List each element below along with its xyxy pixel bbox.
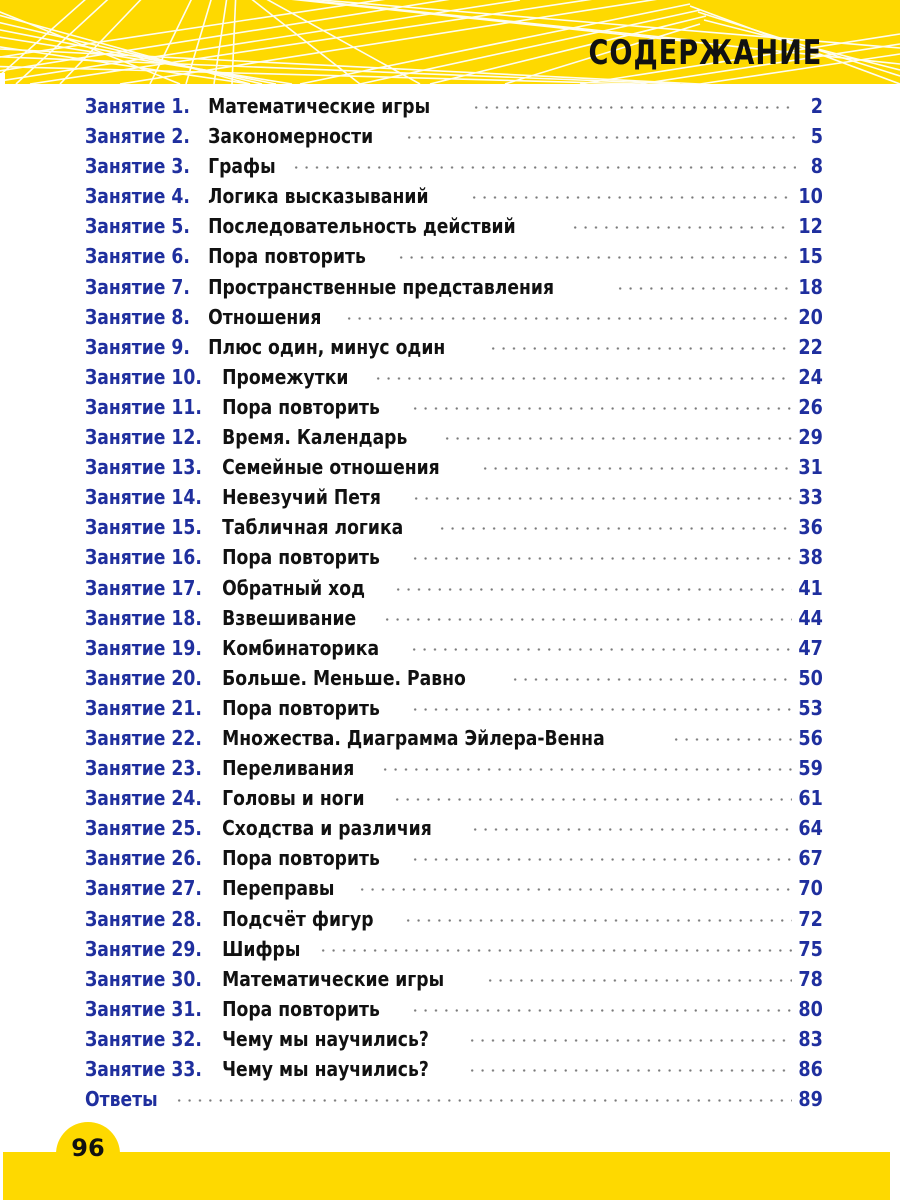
toc-entry[interactable]	[85, 1059, 823, 1089]
toc-dot-leader	[615, 278, 792, 294]
page-footer-banner	[3, 1152, 890, 1200]
toc-entry-page-number: 44	[798, 607, 823, 630]
toc-entry-page-number: 31	[798, 457, 823, 480]
toc-entry-title: Пора повторить	[221, 396, 380, 419]
toc-entry-page-number: 75	[798, 938, 823, 961]
toc-entry-page-number: 20	[798, 306, 823, 329]
toc-entry-page-number: 70	[798, 878, 823, 901]
toc-entry-lesson-label: Занятие 1.	[85, 96, 190, 118]
toc-entry-lesson-label: Занятие 25.	[85, 818, 202, 841]
toc-dot-leader	[470, 819, 792, 835]
toc-entry-title: Последовательность действий	[207, 216, 516, 239]
toc-entry-page-number: 78	[798, 968, 823, 991]
toc-dot-leader	[392, 789, 792, 805]
toc-entry-lesson-label: Занятие 17.	[85, 577, 202, 600]
toc-dot-leader	[291, 157, 796, 173]
toc-entry-lesson-label: Занятие 30.	[85, 968, 202, 991]
toc-entry-page-number: 67	[798, 848, 823, 871]
toc-dot-leader	[570, 217, 792, 233]
toc-dot-leader	[404, 127, 796, 143]
toc-dot-leader	[393, 579, 793, 595]
toc-dot-leader	[318, 940, 793, 956]
toc-entry-title: Шифры	[221, 938, 300, 961]
toc-entry-title: Переправы	[221, 878, 334, 901]
toc-entry-lesson-label: Занятие 4.	[85, 186, 190, 209]
toc-entry-title: Пора повторить	[221, 547, 380, 570]
toc-dot-leader	[410, 699, 792, 715]
toc-entry-lesson-label: Занятие 8.	[85, 306, 190, 329]
toc-entry[interactable]	[85, 397, 823, 427]
toc-entry-title: Обратный ход	[221, 577, 365, 600]
toc-entry-page-number: 41	[798, 577, 823, 600]
toc-entry[interactable]	[85, 848, 823, 878]
toc-dot-leader	[437, 518, 792, 534]
toc-dot-leader	[410, 398, 792, 414]
toc-dot-leader	[467, 1060, 792, 1076]
toc-entry-page-number: 53	[798, 697, 823, 720]
toc-dot-leader	[480, 458, 793, 474]
toc-entry-page-number: 56	[798, 727, 823, 750]
toc-entry-lesson-label: Занятие 33.	[85, 1059, 202, 1081]
toc-entry-title: Графы	[207, 156, 276, 179]
toc-entry-title: Переливания	[221, 758, 354, 781]
toc-entry-title: Математические игры	[221, 968, 444, 991]
toc-entry-page-number: 29	[798, 427, 823, 450]
toc-entry[interactable]	[85, 1029, 823, 1059]
toc-dot-leader	[174, 1090, 793, 1106]
toc-entry-title: Чему мы научились?	[221, 1059, 429, 1081]
toc-dot-leader	[344, 308, 792, 324]
toc-entry-title: Пора повторить	[221, 998, 380, 1021]
toc-dot-leader	[671, 729, 792, 745]
toc-entry-title: Отношения	[207, 306, 321, 329]
toc-entry[interactable]	[85, 1089, 823, 1119]
toc-entry[interactable]	[85, 277, 823, 307]
toc-entry-page-number: 18	[798, 276, 823, 299]
toc-entry[interactable]	[85, 307, 823, 337]
toc-entry-title: Больше. Меньше. Равно	[221, 667, 466, 690]
toc-entry-title: Логика высказываний	[207, 186, 429, 209]
toc-dot-leader	[396, 247, 792, 263]
toc-entry-page-number: 38	[798, 547, 823, 570]
toc-dot-leader	[411, 488, 792, 504]
toc-entry-title: Промежутки	[221, 366, 348, 389]
toc-dot-leader	[469, 187, 792, 203]
toc-entry[interactable]	[85, 878, 823, 908]
toc-entry[interactable]	[85, 517, 823, 547]
toc-dot-leader	[410, 548, 792, 564]
toc-entry[interactable]	[85, 246, 823, 276]
toc-entry-title: Подсчёт фигур	[221, 908, 374, 931]
toc-entry-page-number: 24	[798, 366, 823, 389]
toc-entry[interactable]	[85, 427, 823, 457]
toc-entry-title: Пространственные представления	[207, 276, 554, 299]
toc-entry[interactable]	[85, 578, 823, 608]
toc-dot-leader	[373, 368, 792, 384]
toc-entry[interactable]	[85, 969, 823, 999]
toc-entry-page-number: 22	[798, 336, 823, 359]
toc-entry-page-number: 50	[798, 667, 823, 690]
toc-dot-leader	[382, 609, 792, 625]
toc-entry-lesson-label: Занятие 5.	[85, 216, 190, 239]
toc-entry-lesson-label: Занятие 2.	[85, 126, 190, 149]
toc-entry-title: Время. Календарь	[221, 427, 407, 450]
toc-entry[interactable]	[85, 186, 823, 216]
toc-entry-title: Невезучий Петя	[221, 487, 381, 510]
toc-entry[interactable]	[85, 608, 823, 638]
toc-entry-lesson-label: Занятие 32.	[85, 1028, 202, 1051]
toc-entry-title: Семейные отношения	[221, 457, 440, 480]
toc-entry[interactable]	[85, 487, 823, 517]
toc-entry-page-number: 10	[798, 186, 823, 209]
toc-entry-title: Закономерности	[207, 126, 373, 149]
toc-entry-page-number: 61	[798, 788, 823, 811]
toc-dot-leader	[485, 970, 792, 986]
toc-entry-title: Комбинаторика	[221, 637, 379, 660]
toc-entry-lesson-label: Занятие 31.	[85, 998, 202, 1021]
toc-entry[interactable]	[85, 728, 823, 758]
toc-entry-lesson-label: Занятие 27.	[85, 878, 202, 901]
toc-entry[interactable]	[85, 367, 823, 397]
toc-entry-page-number: 15	[798, 246, 823, 269]
toc-entry-page-number: 47	[798, 637, 823, 660]
toc-entry[interactable]	[85, 939, 823, 969]
toc-entry[interactable]	[85, 818, 823, 848]
toc-dot-leader	[403, 910, 793, 926]
toc-entry-page-number: 8	[810, 156, 823, 179]
toc-entry[interactable]	[85, 909, 823, 939]
toc-entry-page-number: 80	[798, 998, 823, 1021]
toc-entry-lesson-label: Занятие 20.	[85, 667, 202, 690]
toc-dot-leader	[467, 1030, 792, 1046]
toc-entry[interactable]	[85, 337, 823, 367]
toc-dot-leader	[357, 879, 792, 895]
table-of-contents-list	[85, 96, 823, 1119]
toc-entry-lesson-label: Занятие 15.	[85, 517, 202, 540]
toc-entry-lesson-label: Занятие 12.	[85, 427, 202, 450]
toc-dot-leader	[409, 639, 792, 655]
toc-dot-leader	[380, 759, 792, 775]
toc-entry-page-number: 86	[798, 1059, 823, 1081]
toc-entry-page-number: 89	[798, 1089, 823, 1112]
toc-entry-title: Головы и ноги	[221, 788, 365, 811]
toc-entry-title: Чему мы научились?	[221, 1028, 429, 1051]
footer-page-number: 96	[71, 1134, 105, 1162]
toc-entry-lesson-label: Занятие 28.	[85, 908, 202, 931]
toc-entry-lesson-label: Занятие 23.	[85, 758, 202, 781]
toc-entry-lesson-label: Занятие 10.	[85, 366, 202, 389]
toc-entry-page-number: 5	[810, 126, 823, 149]
toc-entry-title: Пора повторить	[221, 848, 380, 871]
toc-entry[interactable]	[85, 126, 823, 156]
toc-dot-leader	[471, 97, 796, 113]
toc-entry-page-number: 26	[798, 396, 823, 419]
toc-entry-title: Математические игры	[207, 96, 430, 118]
toc-dot-leader	[410, 1000, 792, 1016]
toc-entry-title: Пора повторить	[221, 697, 380, 720]
toc-entry[interactable]	[85, 216, 823, 246]
toc-entry-lesson-label: Занятие 19.	[85, 637, 202, 660]
toc-entry-lesson-label: Ответы	[85, 1089, 158, 1112]
toc-dot-leader	[410, 849, 792, 865]
toc-entry-title: Сходства и различия	[221, 818, 432, 841]
toc-entry-lesson-label: Занятие 18.	[85, 607, 202, 630]
toc-entry-page-number: 33	[798, 487, 823, 510]
page-header-banner	[0, 0, 900, 84]
toc-dot-leader	[510, 669, 792, 685]
toc-dot-leader	[442, 428, 792, 444]
toc-entry-page-number: 83	[798, 1028, 823, 1051]
toc-entry-title: Пора повторить	[207, 246, 366, 269]
toc-entry-page-number: 72	[798, 908, 823, 931]
toc-entry-lesson-label: Занятие 24.	[85, 788, 202, 811]
toc-dot-leader	[488, 338, 792, 354]
toc-entry-lesson-label: Занятие 22.	[85, 727, 202, 750]
toc-entry-page-number: 12	[798, 216, 823, 239]
toc-entry-lesson-label: Занятие 9.	[85, 336, 190, 359]
toc-entry[interactable]	[85, 698, 823, 728]
toc-entry-lesson-label: Занятие 21.	[85, 697, 202, 720]
header-corner-notch	[0, 73, 5, 84]
toc-entry-lesson-label: Занятие 13.	[85, 457, 202, 480]
toc-entry[interactable]	[85, 547, 823, 577]
toc-entry-page-number: 36	[798, 517, 823, 540]
toc-entry-lesson-label: Занятие 11.	[85, 396, 202, 419]
toc-entry[interactable]	[85, 758, 823, 788]
page-title: СОДЕРЖАНИЕ	[588, 33, 822, 73]
toc-entry-lesson-label: Занятие 26.	[85, 848, 202, 871]
toc-entry-title: Взвешивание	[221, 607, 356, 630]
toc-entry[interactable]	[85, 457, 823, 487]
toc-entry-lesson-label: Занятие 14.	[85, 487, 202, 510]
toc-entry-page-number: 64	[798, 818, 823, 841]
toc-entry-lesson-label: Занятие 16.	[85, 547, 202, 570]
toc-entry-lesson-label: Занятие 6.	[85, 246, 190, 269]
toc-entry-lesson-label: Занятие 3.	[85, 156, 190, 179]
toc-entry[interactable]	[85, 156, 823, 186]
toc-entry-page-number: 2	[810, 96, 823, 118]
toc-entry-page-number: 59	[798, 758, 823, 781]
toc-entry[interactable]	[85, 96, 823, 126]
toc-entry[interactable]	[85, 638, 823, 668]
toc-entry-title: Табличная логика	[221, 517, 403, 540]
toc-entry-lesson-label: Занятие 29.	[85, 938, 202, 961]
toc-entry[interactable]	[85, 668, 823, 698]
toc-entry-title: Плюс один, минус один	[207, 336, 445, 359]
toc-entry[interactable]	[85, 999, 823, 1029]
toc-entry[interactable]	[85, 788, 823, 818]
toc-entry-title: Множества. Диаграмма Эйлера-Венна	[221, 727, 605, 750]
toc-entry-lesson-label: Занятие 7.	[85, 276, 190, 299]
